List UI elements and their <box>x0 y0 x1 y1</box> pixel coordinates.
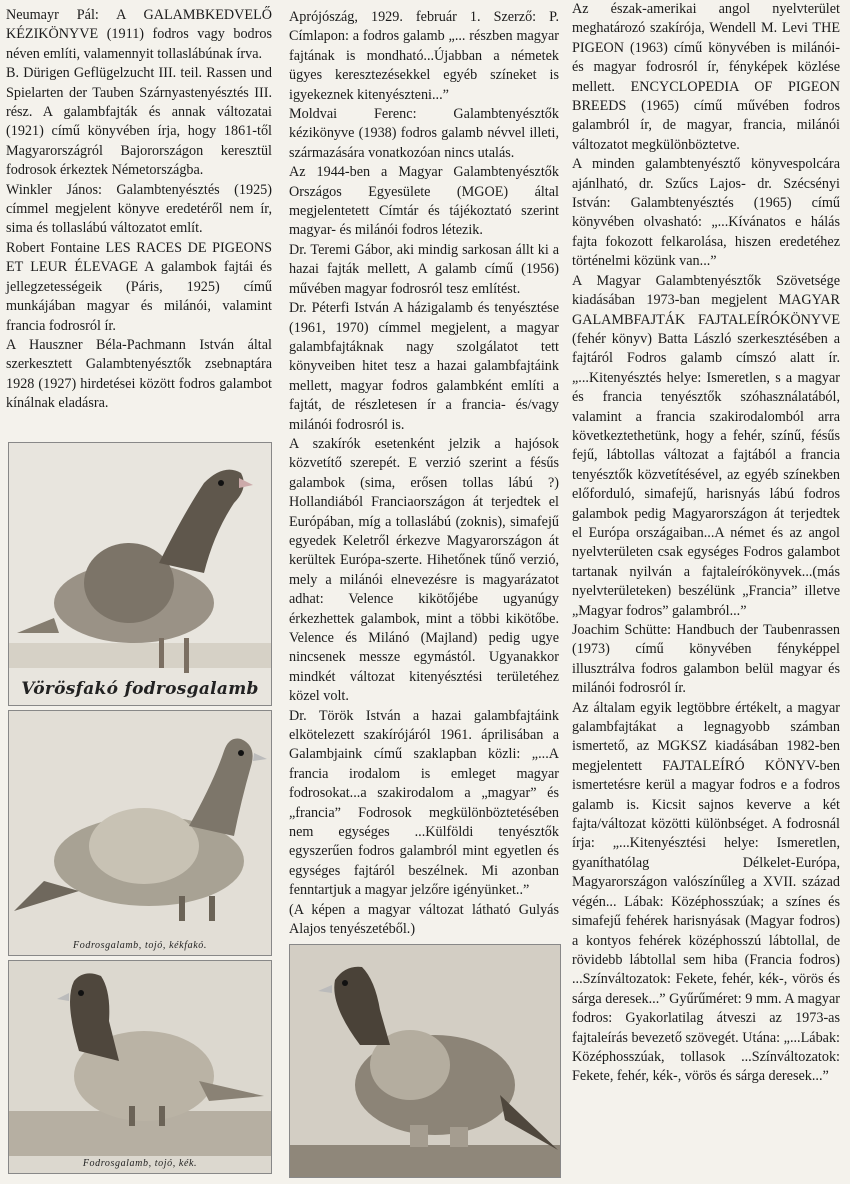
paragraph: Dr. Péterfi István A házigalamb és tenyésztése (1961, 1970) címmel megjelent, a magyar galambfajtáknak nagy szolgálatot tett könyveiben hitet tesz a hazai galambfajtáink mellett, magyar fodros galambként említi a fajtát, de részletesen ír a francia- és/vagy milánói fodrosról is. <box>289 300 559 433</box>
photo-caption: Fodrosgalamb, tojó, kékfakó. <box>73 940 207 951</box>
pigeon-illustration <box>9 711 271 955</box>
pigeon-illustration <box>9 961 271 1173</box>
photo-caption: Vörösfakó fodrosgalamb <box>21 679 259 699</box>
pigeon-photo-blue-dun <box>8 710 272 956</box>
pigeon-illustration <box>290 945 560 1177</box>
paragraph: A szakírók esetenként jelzik a hajósok közvetítő szerepét. E verzió szerint a fésűs galambok (sima, erősen tollas lábú ?) Hollandiából Franciaországon át terjedtek el Európában, míg a tollaslábú (zoknis), simafejű egyedek Keletről érkezve Magyarországon át kerültek Európa-szerte. Hihetőnek tűnő verzió, mely a milánói elnevezésre is magyarázatot adhat: Velence kikötőjébe ugyanúgy érkezhettek galambok, mint a többi kikötőbe. Velence és Milánó (Majland) pedig ugye nincsenek messze egymástól. Ugyanakkor mindkét változat kitenyésztési területéhez közel volt. <box>289 435 559 705</box>
photo-caption: Fodrosgalamb, tojó, kék. <box>82 1158 198 1169</box>
pigeon-photo-red-dun <box>8 442 272 706</box>
pigeon-illustration <box>9 443 271 705</box>
paragraph: A Magyar Galambtenyésztők Szövetsége kiadásában 1973-ban megjelent MAGYAR GALAMBFAJTÁK FAJTALEÍRÓKÖNYVE (fehér könyv) Batta László szerkesztésében a fajtáról Fodros galamb címszó alatt ír. „...Kitenyésztés helye: Ismeretlen, s a magyar és francia tenyésztők szóhasználatából, valamint a francia szakirodalomból arra következtethetünk, hogy a fehér, színű, fésűs fejű, lábtollas változat a fajtából a francia tenyésztők közvetítésével, az egyéb színekben előforduló, simafejű, harisnyás lábú fodros galambok pedig Magyarországon át terjedtek el Európa országaiban...A német és az angol nyelvterületen csak egységes Fodros galambot tartanak nyilván a fajtaleírókönyvek...(más nyelvterületeken) beszélünk „Francia” illetve „Magyar fodros” galambról...” <box>572 272 840 619</box>
paragraph: Dr. Teremi Gábor, aki mindig sarkosan állt ki a hazai fajták mellett, A galamb című (1956) művében magyar fodrosról tesz említést. <box>289 241 559 297</box>
paragraph: Joachim Schütte: Handbuch der Taubenrassen (1973) című könyvében fényképpel illusztrálva fodros galambon belül magyar és milánói fodrosról ír. <box>572 622 840 697</box>
paragraph: Az észak-amerikai angol nyelvterület meghatározó szakírója, Wendell M. Levi THE PIGEON (1963) című könyvében is milánói- és magyar fodrosról ír, fényképek közlése mellett. ENCYCLOPEDIA OF PIGEON BREEDS (1965) című művében fodros galambról ír, de magyar, francia, milánói változatot megkülönböztetve. <box>572 1 840 153</box>
paragraph: A Hauszner Béla-Pachmann István által szerkesztett Galambtenyésztők zsebnaptára 1928 (1927) hirdetései között fodros galambot kínálnak eladásra. <box>6 336 272 412</box>
paragraph: Neumayr Pál: A GALAMBKEDVELŐ KÉZIKÖNYVE (1911) fodros vagy bodros néven említi, valamennyit tollaslábúnak írva. <box>6 7 272 62</box>
paragraph: Dr. Török István a hazai galambfajtáink elkötelezett szakírójáról 1961. áprilisában a Galambjaink című szaklapban közli: „...A francia irodalom is emleget magyar fodrosokat...a szakirodalom a „magyar” és „francia” Fodrosok megkülönböztetésében nem egységes ...Külföldi tenyésztők egyszerűen fodros galambról mint egyetlen és egységes fajtáról beszélnek. Mi azonban fenntartjuk a magyar jelzőre igényünket..” <box>289 707 559 899</box>
paragraph: Winkler János: Galambtenyésztés (1925) címmel megjelent könyve eredetéről nem ír, sima és tollaslábú változatot említ. <box>6 181 272 237</box>
text-column-middle <box>289 8 559 940</box>
paragraph: Robert Fontaine LES RACES DE PIGEONS ET LEUR ÉLEVAGE A galambok fajtái és jellegzetességeik (Páris, 1925) című munkájában magyar és milánói, valamint francia fodrosról ír. <box>6 239 272 334</box>
paragraph: Az általam egyik legtöbbre értékelt, a magyar galambfajtákat a legnagyobb számban ismertető, az MGKSZ kiadásában 1982-ben megjelentett FAJTALEÍRÓ KÖNYV-ben ismertetésre kerül a magyar fodros e a fodros galamb is. Kicsit sajnos keverve a két fajta/változat közötti különbséget. A fodrosnál írja: „...Kitenyésztési helye: Ismeretlen, gyaníthatólag Délkelet-Európa, Magyarországon valószínűleg a XVII. század végén... Lábak: Középhosszúak; a színes és simafejű fehérek harisnyásak (Magyar fodros) a kontyos fehérek középhosszú lábtollal, de rövidebb lábtollal sem hiba (Francia fodros) ...Színváltozatok: Fekete, fehér, kék-, vörös és sárga deresek...” Gyűrűméret: 9 mm. A magyar fodros: Gyakorlatilag átveszi az 1973-as fajtaleírás bevezető szövegét. Utána: „...Lábak: Középhosszúak, tollasok ...Színváltozatok: Fekete, fehér, kék-, vörös és sárga deresek...” <box>572 699 840 1085</box>
paragraph: A minden galambtenyésztő könyvespolcára ajánlható, dr. Szűcs Lajos- dr. Szécsényi István: Galambtenyésztés (1965) című könyvében olvasható: „...Kívánatos e hálás fajta fokozott felkarolása, hiszen eredetéhez történelmi közünk van...” <box>572 156 840 270</box>
paragraph: Aprójószág, 1929. február 1. Szerző: P. Címlapon: a fodros galamb „... részben magyar fajtának is mondható...Újabban a németek ügyes keresztezésekkel egyéb színeket is igyekeznek kitenyészteni...” <box>289 9 559 103</box>
paragraph: Az 1944-ben a Magyar Galambtenyésztők Országos Egyesülete (MGOE) által megjelentetett Címtár és tájékoztató szerint magyar- és milánói fodros létezik. <box>289 164 559 239</box>
paragraph: Moldvai Ferenc: Galambtenyésztők kézikönyve (1938) fodros galamb névvel illeti, származására vonatkozóan nincs utalás. <box>289 106 559 161</box>
pigeon-photo-hungarian-frill <box>289 944 561 1178</box>
pigeon-photo-blue <box>8 960 272 1174</box>
text-column-left <box>6 6 272 414</box>
paragraph: B. Dürigen Geflügelzucht III. teil. Rassen und Spielarten der Tauben Szárnyastenyésztés III. rész. A galambfajták és annak változatai (1921) című könyvében írja, hogy 1861-től Magyarországról Bajorországon keresztül fodrosok érkeztek Németországba. <box>6 65 272 179</box>
paragraph: (A képen a magyar változat látható Gulyás Alajos tenyészetéből.) <box>289 901 559 938</box>
text-column-right <box>572 0 840 1087</box>
